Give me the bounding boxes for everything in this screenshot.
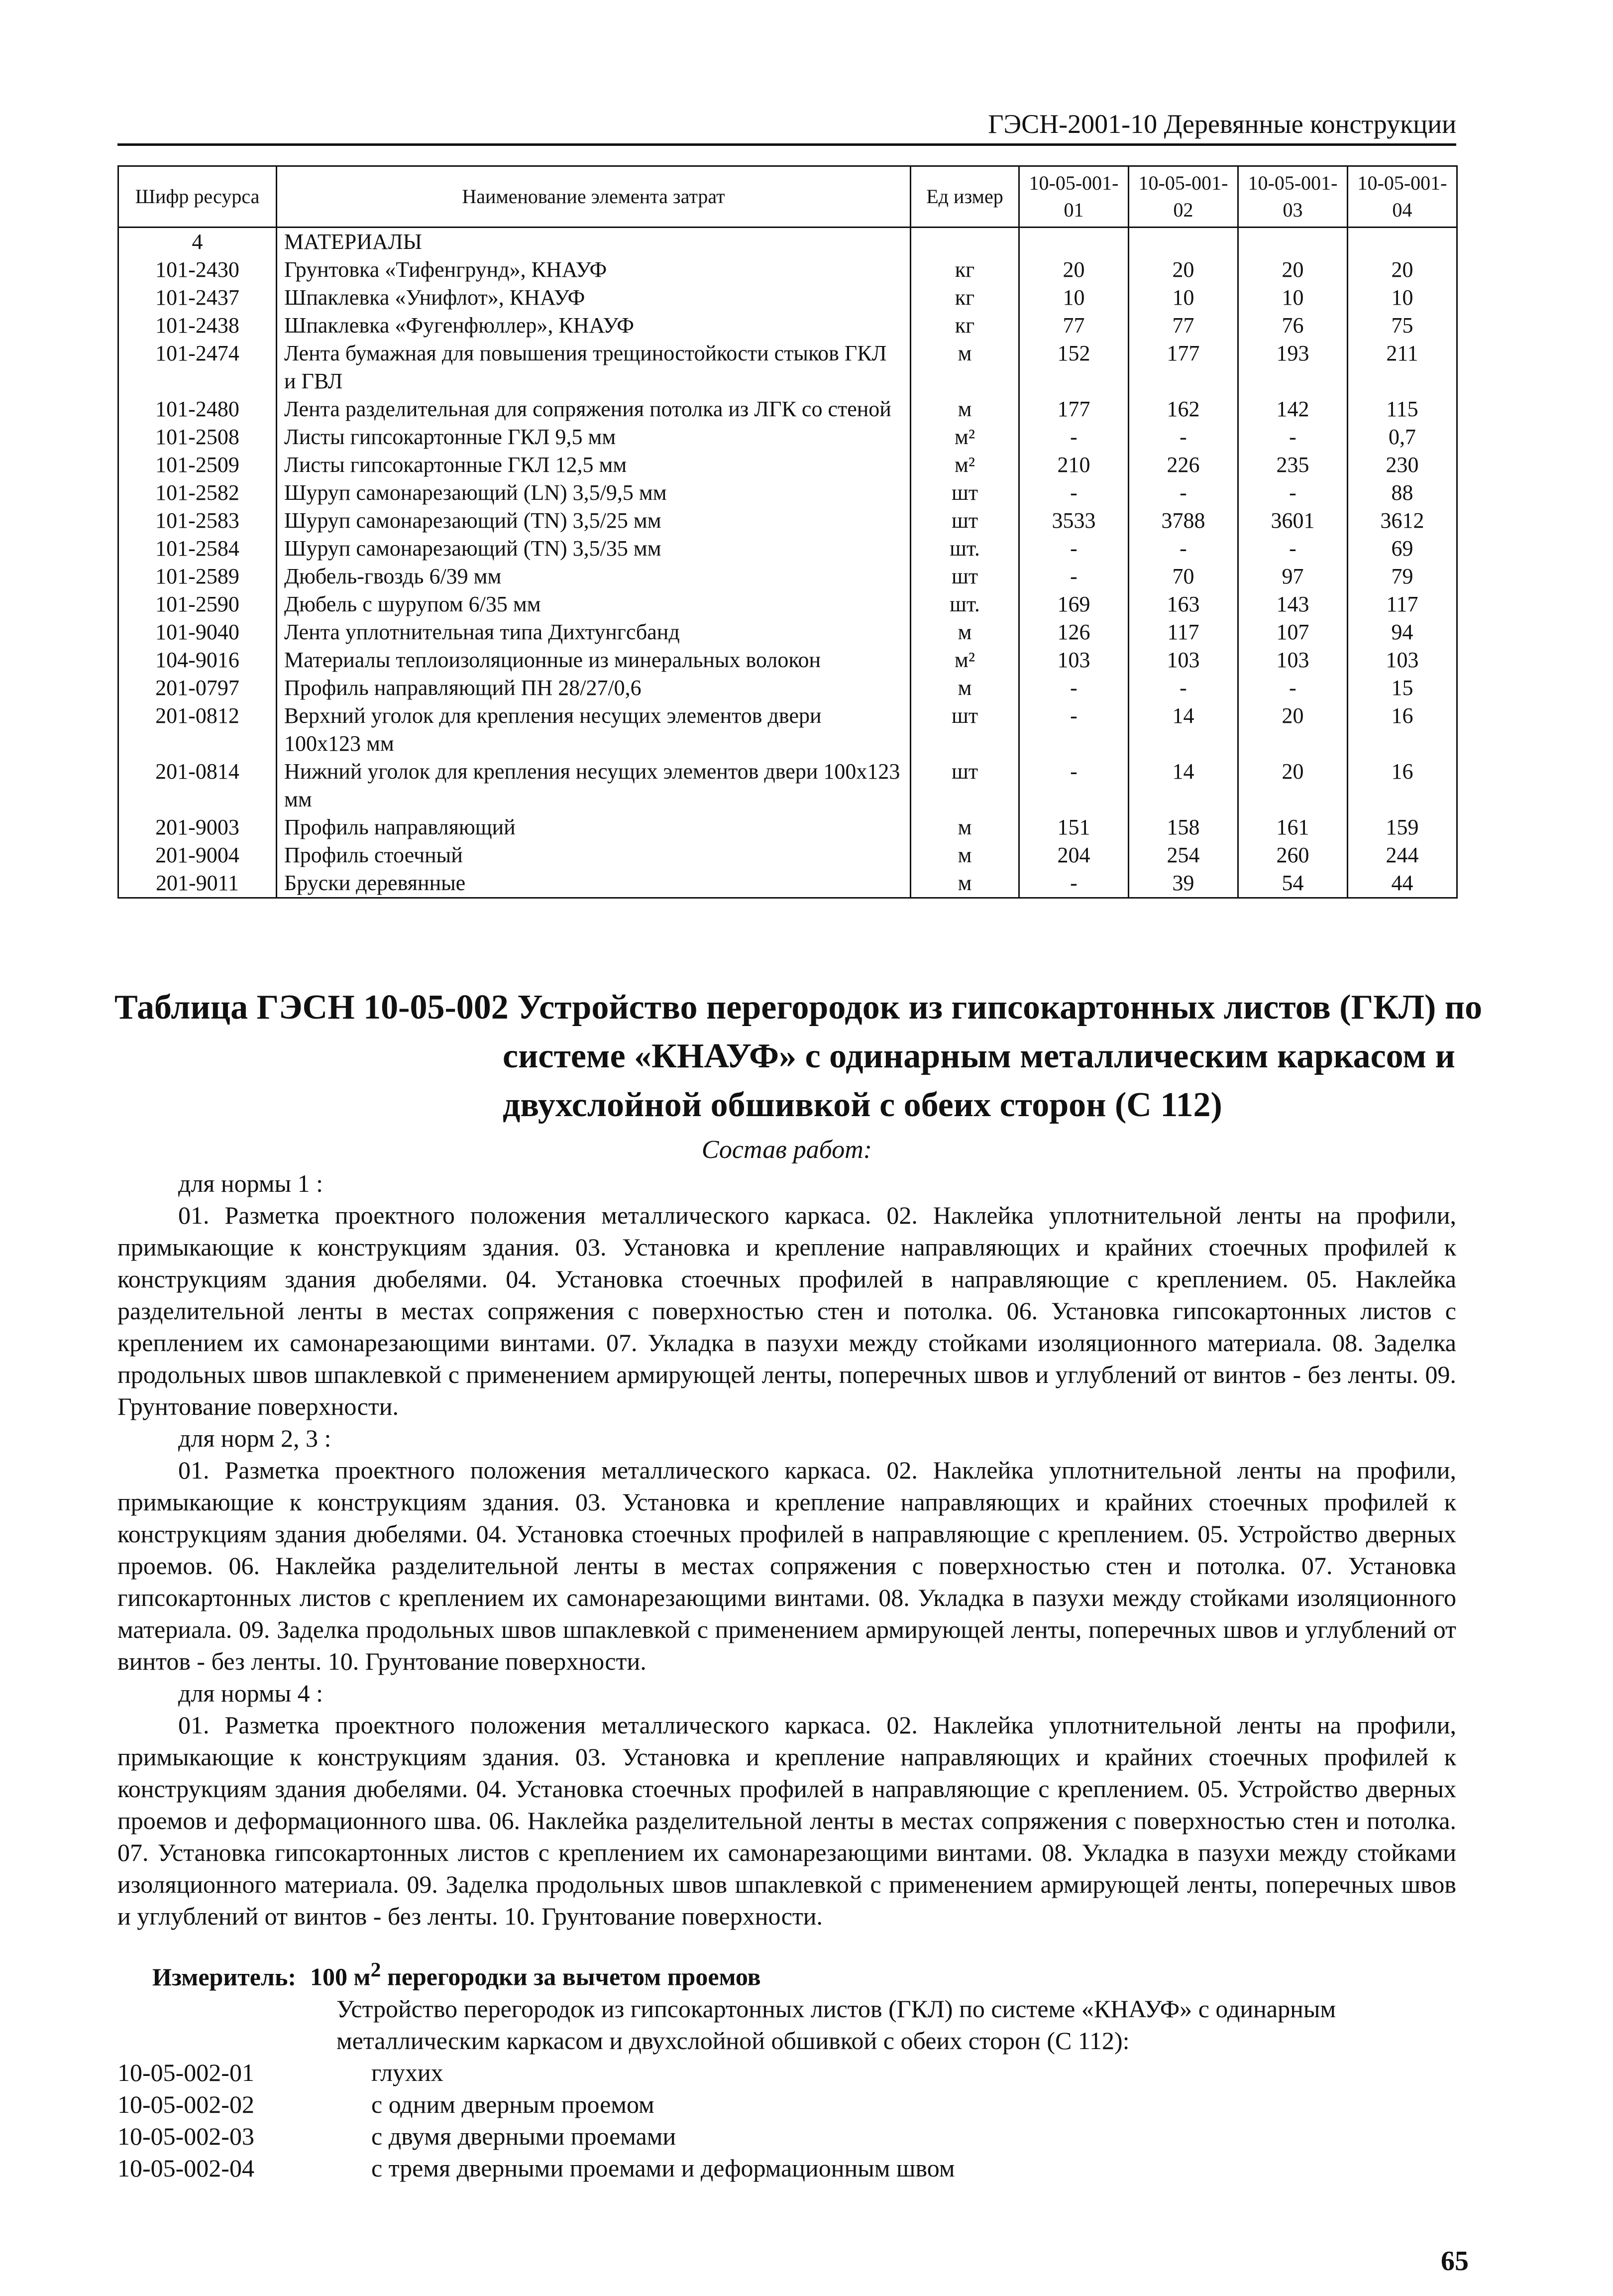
resource-table (117, 165, 1458, 899)
cell-norm-4: 20 (1348, 256, 1457, 284)
meter-item-text: с двумя дверными проемами (371, 2122, 676, 2150)
cell-norm-1: 20 (1019, 256, 1129, 284)
cell-norm-1: - (1019, 702, 1129, 758)
norm-1-text: 01. Разметка проектного положения металлического каркаса. 02. Наклейка уплотнительной ленты на профили, примыкающие к конструкциям здания. 03. Установка и крепление направляющих и крайних стоечных профилей к конструкциям здания дюбелями. 04. Установка стоечных профилей в направляющие с креплением. 05. Наклейка разделительной ленты в местах сопряжения с поверхностью стен и потолка. 06. Установка гипсокартонных листов с креплением их самонарезающими винтами. 07. Укладка в пазухи между стойками изоляционного материала. 08. Заделка продольных швов шпаклевкой с применением армирующей ленты, поперечных швов и углублений от винтов - без ленты. 09. Грунтование поверхности. (117, 1201, 1456, 1420)
cell-norm-4: 159 (1348, 813, 1457, 841)
cell-norm-2: 20 (1129, 256, 1238, 284)
cell-unit: шт (911, 702, 1019, 758)
table-row (118, 340, 1457, 395)
cell-norm-1: - (1019, 674, 1129, 702)
cell-norm-1: 77 (1019, 312, 1129, 340)
cell-norm-4: 79 (1348, 563, 1457, 590)
cell-norm-3: 97 (1238, 563, 1348, 590)
meter-description: Устройство перегородок из гипсокартонных листов (ГКЛ) по системе «КНАУФ» с одинарным металлическим каркасом и двухслойной обшивкой с обеих сторон (С 112): (336, 1994, 1336, 2055)
cell-norm-2: 77 (1129, 312, 1238, 340)
cell-name: Грунтовка «Тифенгрунд», КНАУФ (277, 256, 911, 284)
cell-norm-1: - (1019, 535, 1129, 563)
cell-norm-3: 235 (1238, 451, 1348, 479)
work-composition-title: Состав работ: (701, 1136, 872, 1164)
cell-norm-3: - (1238, 479, 1348, 507)
cell-unit: м² (911, 451, 1019, 479)
cell-norm-3: 20 (1238, 758, 1348, 813)
cell-norm-2: - (1129, 479, 1238, 507)
norm-1-label: для нормы 1 : (178, 1169, 323, 1197)
cell-norm-3: 20 (1238, 702, 1348, 758)
cell-norm-4: 117 (1348, 590, 1457, 618)
cell-name: Листы гипсокартонные ГКЛ 9,5 мм (277, 423, 911, 451)
col-header-norm-4: 10-05-001-04 (1348, 166, 1457, 228)
col-header-norm-1: 10-05-001-01 (1019, 166, 1129, 228)
cell-norm-1: 126 (1019, 618, 1129, 646)
cell-norm-4: 230 (1348, 451, 1457, 479)
cell-norm-2: 70 (1129, 563, 1238, 590)
table-title (114, 983, 1483, 1130)
col-header-norm-2: 10-05-001-02 (1129, 166, 1238, 228)
cell-norm-2: 226 (1129, 451, 1238, 479)
cell-norm-3: 260 (1238, 841, 1348, 869)
cell-code: 101-9040 (118, 618, 277, 646)
cell-code: 101-2582 (118, 479, 277, 507)
cell-norm-1: 177 (1019, 395, 1129, 423)
table-row (118, 563, 1457, 590)
cell-norm-3: 76 (1238, 312, 1348, 340)
cell-norm-1: - (1019, 423, 1129, 451)
cell-norm-4: 69 (1348, 535, 1457, 563)
cell-unit: шт (911, 563, 1019, 590)
table-row (118, 423, 1457, 451)
table-row (118, 646, 1457, 674)
cell-code: 201-9003 (118, 813, 277, 841)
cell-norm-1: - (1019, 869, 1129, 898)
cell-unit: м (911, 340, 1019, 395)
table-row (118, 869, 1457, 898)
table-row (118, 479, 1457, 507)
running-header (117, 109, 1456, 146)
table-title-line-2: системе «КНАУФ» с одинарным металлическим каркасом и (503, 1037, 1455, 1075)
cell-name: Шпаклевка «Унифлот», КНАУФ (277, 284, 911, 312)
cell-norm-1: 152 (1019, 340, 1129, 395)
table-row (118, 507, 1457, 535)
cell-norm-4: 94 (1348, 618, 1457, 646)
table-row (118, 590, 1457, 618)
list-item (117, 2057, 1456, 2088)
cell-norm-1: 151 (1019, 813, 1129, 841)
cell-norm-2: 3788 (1129, 507, 1238, 535)
cell-norm-2: 14 (1129, 758, 1238, 813)
cell-unit: кг (911, 284, 1019, 312)
meter-item-code: 10-05-002-03 (117, 2122, 254, 2150)
cell-name: Шуруп самонарезающий (LN) 3,5/9,5 мм (277, 479, 911, 507)
col-header-norm-3: 10-05-001-03 (1238, 166, 1348, 228)
meter-item-text: с тремя дверными проемами и деформационным швом (371, 2154, 955, 2182)
cell-norm-2: 14 (1129, 702, 1238, 758)
cell-unit: шт. (911, 535, 1019, 563)
cell-name: Лента бумажная для повышения трещиностойкости стыков ГКЛ и ГВЛ (277, 340, 911, 395)
cell-code: 101-2583 (118, 507, 277, 535)
cell-name: Профиль направляющий (277, 813, 911, 841)
cell-name: Верхний уголок для крепления несущих элементов двери 100x123 мм (277, 702, 911, 758)
table-row (118, 284, 1457, 312)
cell-code: 101-2509 (118, 451, 277, 479)
cell-code: 101-2438 (118, 312, 277, 340)
section-code: 4 (118, 228, 277, 256)
meter-value-suffix: перегородки за вычетом проемов (381, 1962, 761, 1991)
cell-unit: м (911, 813, 1019, 841)
meter-item-code: 10-05-002-01 (117, 2058, 254, 2086)
meter-items (117, 2057, 1456, 2184)
cell-norm-3: 161 (1238, 813, 1348, 841)
cell-norm-4: 16 (1348, 702, 1457, 758)
cell-code: 101-2508 (118, 423, 277, 451)
cell-norm-1: - (1019, 479, 1129, 507)
table-row (118, 451, 1457, 479)
cell-norm-1: 169 (1019, 590, 1129, 618)
table-title-line-3: двухслойной обшивкой с обеих сторон (С 112) (503, 1086, 1222, 1124)
cell-norm-4: 44 (1348, 869, 1457, 898)
cell-norm-3: 103 (1238, 646, 1348, 674)
cell-name: Профиль стоечный (277, 841, 911, 869)
cell-unit: кг (911, 256, 1019, 284)
cell-name: Материалы теплоизоляционные из минеральных волокон (277, 646, 911, 674)
cell-norm-1: 10 (1019, 284, 1129, 312)
cell-norm-2: 158 (1129, 813, 1238, 841)
cell-norm-2: - (1129, 674, 1238, 702)
cell-norm-1: 103 (1019, 646, 1129, 674)
cell-name: Дюбель-гвоздь 6/39 мм (277, 563, 911, 590)
cell-unit: м² (911, 646, 1019, 674)
cell-norm-2: 39 (1129, 869, 1238, 898)
table-row (118, 312, 1457, 340)
section-row (118, 228, 1457, 256)
table-row (118, 674, 1457, 702)
cell-name: Листы гипсокартонные ГКЛ 12,5 мм (277, 451, 911, 479)
cell-norm-2: 10 (1129, 284, 1238, 312)
cell-norm-4: 88 (1348, 479, 1457, 507)
cell-name: Бруски деревянные (277, 869, 911, 898)
cell-code: 101-2590 (118, 590, 277, 618)
col-header-code: Шифр ресурса (118, 166, 277, 228)
cell-norm-2: 254 (1129, 841, 1238, 869)
cell-norm-3: 107 (1238, 618, 1348, 646)
cell-norm-3: 3601 (1238, 507, 1348, 535)
cell-norm-3: - (1238, 423, 1348, 451)
table-row (118, 618, 1457, 646)
cell-code: 101-2480 (118, 395, 277, 423)
meter-item-text: глухих (371, 2058, 443, 2086)
cell-norm-3: 54 (1238, 869, 1348, 898)
cell-unit: шт (911, 758, 1019, 813)
cell-norm-3: 142 (1238, 395, 1348, 423)
table-row (118, 813, 1457, 841)
header-title: ГЭСН-2001-10 Деревянные конструкции (988, 109, 1456, 139)
cell-unit: м² (911, 423, 1019, 451)
cell-name: Шуруп самонарезающий (TN) 3,5/35 мм (277, 535, 911, 563)
cell-norm-1: - (1019, 758, 1129, 813)
cell-unit: м (911, 674, 1019, 702)
cell-code: 201-9011 (118, 869, 277, 898)
cell-norm-4: 115 (1348, 395, 1457, 423)
meter-item-text: с одним дверным проемом (371, 2090, 654, 2118)
cell-norm-3: - (1238, 674, 1348, 702)
norm-4-label: для нормы 4 : (178, 1679, 323, 1707)
cell-norm-2: - (1129, 423, 1238, 451)
cell-unit: м (911, 618, 1019, 646)
cell-code: 201-0812 (118, 702, 277, 758)
section-label: МАТЕРИАЛЫ (277, 228, 911, 256)
cell-code: 101-2430 (118, 256, 277, 284)
cell-norm-2: 117 (1129, 618, 1238, 646)
cell-code: 201-0797 (118, 674, 277, 702)
meter-block (117, 1954, 1456, 2184)
table-row (118, 535, 1457, 563)
cell-norm-3: 193 (1238, 340, 1348, 395)
cell-name: Нижний уголок для крепления несущих элементов двери 100x123 мм (277, 758, 911, 813)
cell-code: 101-2474 (118, 340, 277, 395)
cell-norm-3: 20 (1238, 256, 1348, 284)
cell-unit: шт (911, 507, 1019, 535)
cell-norm-3: 10 (1238, 284, 1348, 312)
cell-code: 104-9016 (118, 646, 277, 674)
cell-unit: м (911, 869, 1019, 898)
cell-norm-4: 15 (1348, 674, 1457, 702)
cell-name: Лента разделительная для сопряжения потолка из ЛГК со стеной (277, 395, 911, 423)
meter-line (117, 1954, 1456, 1993)
cell-name: Дюбель с шурупом 6/35 мм (277, 590, 911, 618)
meter-value-prefix: 100 м (310, 1962, 371, 1991)
cell-norm-4: 211 (1348, 340, 1457, 395)
cell-norm-4: 3612 (1348, 507, 1457, 535)
cell-norm-1: - (1019, 563, 1129, 590)
cell-name: Шуруп самонарезающий (TN) 3,5/25 мм (277, 507, 911, 535)
cell-norm-3: 143 (1238, 590, 1348, 618)
work-composition (117, 1167, 1456, 1932)
cell-norm-1: 204 (1019, 841, 1129, 869)
cell-norm-4: 10 (1348, 284, 1457, 312)
list-item (117, 2088, 1456, 2120)
cell-norm-1: 3533 (1019, 507, 1129, 535)
cell-code: 201-0814 (118, 758, 277, 813)
table-header-row (118, 166, 1457, 228)
cell-norm-2: 162 (1129, 395, 1238, 423)
list-item (117, 2152, 1456, 2184)
table-row (118, 395, 1457, 423)
cell-name: Профиль направляющий ПН 28/27/0,6 (277, 674, 911, 702)
norm-4-text: 01. Разметка проектного положения металлического каркаса. 02. Наклейка уплотнительной ленты на профили, примыкающие к конструкциям здания. 03. Установка и крепление направляющих и крайних стоечных профилей к конструкциям здания дюбелями. 04. Установка стоечных профилей в направляющие с креплением. 05. Устройство дверных проемов и деформационного шва. 06. Наклейка разделительной ленты в местах сопряжения с поверхностью стен и потолка. 07. Установка гипсокартонных листов с креплением их самонарезающими винтами. 08. Укладка в пазухи между стойками изоляционного материала. 09. Заделка продольных швов шпаклевкой с применением армирующей ленты, поперечных швов и углублений от винтов - без ленты. 10. Грунтование поверхности. (117, 1711, 1456, 1930)
table-title-line-1: Таблица ГЭСН 10-05-002 Устройство перегородок из гипсокартонных листов (ГКЛ) по (114, 988, 1483, 1027)
cell-code: 101-2589 (118, 563, 277, 590)
meter-value-sup: 2 (370, 1958, 381, 1981)
cell-norm-2: - (1129, 535, 1238, 563)
page-number: 65 (1441, 2246, 1469, 2277)
cell-name: Лента уплотнительная типа Дихтунгсбанд (277, 618, 911, 646)
col-header-unit: Ед измер (911, 166, 1019, 228)
meter-item-code: 10-05-002-02 (117, 2090, 254, 2118)
cell-unit: м (911, 841, 1019, 869)
cell-code: 101-2437 (118, 284, 277, 312)
cell-unit: кг (911, 312, 1019, 340)
cell-norm-2: 163 (1129, 590, 1238, 618)
list-item (117, 2120, 1456, 2152)
table-row (118, 841, 1457, 869)
table-row (118, 256, 1457, 284)
cell-norm-1: 210 (1019, 451, 1129, 479)
meter-label: Измеритель: (152, 1962, 297, 1991)
cell-norm-4: 0,7 (1348, 423, 1457, 451)
norm-2-3-text: 01. Разметка проектного положения металлического каркаса. 02. Наклейка уплотнительной ленты на профили, примыкающие к конструкциям здания. 03. Установка и крепление направляющих и крайних стоечных профилей к конструкциям здания дюбелями. 04. Установка стоечных профилей в направляющие с креплением. 05. Устройство дверных проемов. 06. Наклейка разделительной ленты в местах сопряжения с поверхностью стен и потолка. 07. Установка гипсокартонных листов с креплением их самонарезающими винтами. 08. Укладка в пазухи между стойками изоляционного материала. 09. Заделка продольных швов шпаклевкой с применением армирующей ленты, поперечных швов и углублений от винтов - без ленты. 10. Грунтование поверхности. (117, 1456, 1456, 1675)
table-row (118, 758, 1457, 813)
cell-code: 201-9004 (118, 841, 277, 869)
cell-norm-3: - (1238, 535, 1348, 563)
cell-name: Шпаклевка «Фугенфюллер», КНАУФ (277, 312, 911, 340)
cell-norm-2: 103 (1129, 646, 1238, 674)
cell-norm-4: 103 (1348, 646, 1457, 674)
cell-code: 101-2584 (118, 535, 277, 563)
cell-norm-4: 244 (1348, 841, 1457, 869)
cell-norm-4: 75 (1348, 312, 1457, 340)
cell-unit: шт. (911, 590, 1019, 618)
col-header-name: Наименование элемента затрат (277, 166, 911, 228)
cell-norm-2: 177 (1129, 340, 1238, 395)
meter-item-code: 10-05-002-04 (117, 2154, 254, 2182)
cell-unit: м (911, 395, 1019, 423)
norm-2-3-label: для норм 2, 3 : (178, 1424, 331, 1452)
cell-unit: шт (911, 479, 1019, 507)
cell-norm-4: 16 (1348, 758, 1457, 813)
table-row (118, 702, 1457, 758)
